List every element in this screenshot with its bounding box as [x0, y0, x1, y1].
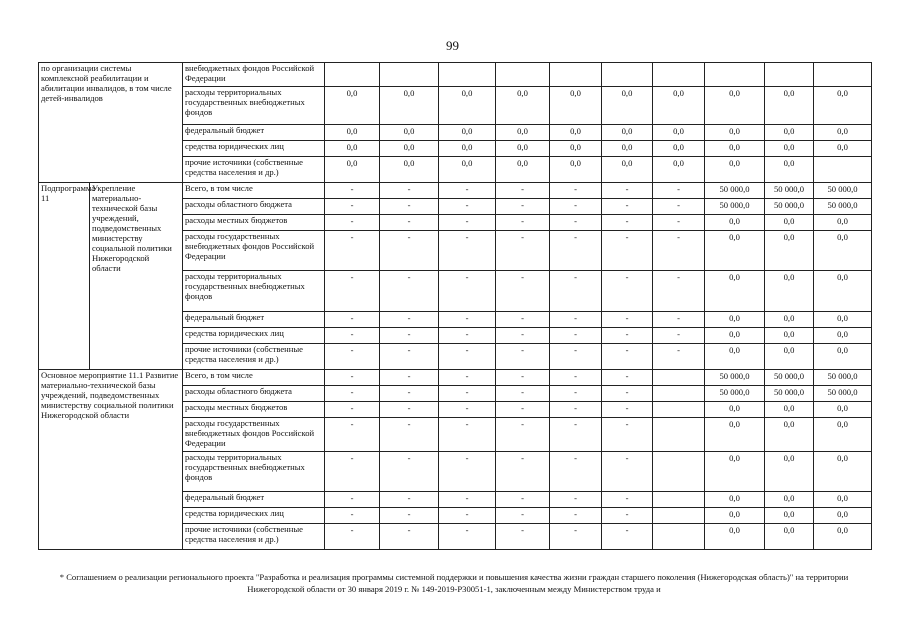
amount-cell: - — [439, 402, 496, 418]
amount-cell: - — [325, 328, 380, 344]
amount-cell: 0,0 — [814, 508, 872, 524]
amount-cell — [653, 524, 705, 550]
amount-cell — [550, 63, 602, 87]
amount-cell: 0,0 — [550, 125, 602, 141]
amount-cell: - — [439, 271, 496, 312]
amount-cell: - — [325, 199, 380, 215]
amount-cell: 0,0 — [325, 125, 380, 141]
amount-cell: - — [653, 344, 705, 370]
amount-cell — [653, 370, 705, 386]
amount-cell — [439, 63, 496, 87]
amount-cell: - — [550, 215, 602, 231]
amount-cell: - — [325, 418, 380, 452]
amount-cell: 0,0 — [705, 402, 765, 418]
amount-cell: - — [602, 231, 653, 271]
amount-cell: 0,0 — [705, 215, 765, 231]
funding-source-cell: федеральный бюджет — [183, 125, 325, 141]
amount-cell: - — [602, 386, 653, 402]
amount-cell: 0,0 — [765, 141, 814, 157]
amount-cell: 0,0 — [550, 87, 602, 125]
amount-cell — [653, 492, 705, 508]
amount-cell: 0,0 — [814, 312, 872, 328]
amount-cell: - — [496, 271, 550, 312]
amount-cell: 0,0 — [814, 87, 872, 125]
amount-cell — [705, 63, 765, 87]
amount-cell: - — [653, 199, 705, 215]
amount-cell: 50 000,0 — [814, 183, 872, 199]
amount-cell: 0,0 — [496, 141, 550, 157]
amount-cell: - — [325, 215, 380, 231]
amount-cell: 0,0 — [765, 524, 814, 550]
amount-cell: - — [653, 312, 705, 328]
page-number: 99 — [446, 38, 459, 53]
amount-cell: 0,0 — [439, 87, 496, 125]
amount-cell: - — [380, 215, 439, 231]
amount-cell: - — [380, 344, 439, 370]
funding-source-cell: расходы государственных внебюджетных фондов Российской Федерации — [183, 418, 325, 452]
amount-cell: 50 000,0 — [765, 370, 814, 386]
amount-cell: - — [439, 452, 496, 492]
amount-cell: 0,0 — [765, 492, 814, 508]
amount-cell: 0,0 — [814, 328, 872, 344]
amount-cell: - — [602, 271, 653, 312]
amount-cell: 0,0 — [765, 344, 814, 370]
funding-source-cell: федеральный бюджет — [183, 312, 325, 328]
amount-cell: - — [439, 183, 496, 199]
funding-source-cell: прочие источники (собственные средства населения и др.) — [183, 344, 325, 370]
amount-cell: 0,0 — [653, 125, 705, 141]
amount-cell: 0,0 — [602, 157, 653, 183]
amount-cell: 0,0 — [705, 271, 765, 312]
amount-cell: 0,0 — [814, 271, 872, 312]
amount-cell: 0,0 — [439, 141, 496, 157]
program-code-cell: Подпрограмма 11 — [39, 183, 90, 370]
amount-cell: 0,0 — [380, 125, 439, 141]
funding-source-cell: внебюджетных фондов Российской Федерации — [183, 63, 325, 87]
amount-cell: - — [496, 231, 550, 271]
funding-source-cell: прочие источники (собственные средства населения и др.) — [183, 524, 325, 550]
amount-cell: 0,0 — [602, 87, 653, 125]
amount-cell: 0,0 — [765, 508, 814, 524]
amount-cell: - — [439, 231, 496, 271]
amount-cell — [496, 63, 550, 87]
amount-cell: - — [439, 215, 496, 231]
amount-cell: - — [380, 328, 439, 344]
amount-cell: 0,0 — [705, 141, 765, 157]
amount-cell: - — [496, 215, 550, 231]
amount-cell: - — [602, 328, 653, 344]
amount-cell: 0,0 — [380, 87, 439, 125]
amount-cell: - — [496, 524, 550, 550]
funding-source-cell: расходы государственных внебюджетных фондов Российской Федерации — [183, 231, 325, 271]
amount-cell — [765, 63, 814, 87]
amount-cell: 0,0 — [653, 87, 705, 125]
amount-cell: - — [602, 183, 653, 199]
amount-cell: - — [602, 199, 653, 215]
amount-cell — [814, 157, 872, 183]
amount-cell: - — [550, 344, 602, 370]
amount-cell: - — [550, 271, 602, 312]
amount-cell — [602, 63, 653, 87]
amount-cell: - — [602, 452, 653, 492]
amount-cell: - — [496, 183, 550, 199]
amount-cell: - — [550, 386, 602, 402]
amount-cell: - — [602, 344, 653, 370]
amount-cell: 0,0 — [814, 452, 872, 492]
amount-cell: 50 000,0 — [765, 183, 814, 199]
amount-cell: 0,0 — [765, 452, 814, 492]
funding-source-cell: федеральный бюджет — [183, 492, 325, 508]
amount-cell: 0,0 — [496, 125, 550, 141]
amount-cell: - — [325, 524, 380, 550]
amount-cell: - — [496, 328, 550, 344]
amount-cell: 0,0 — [765, 328, 814, 344]
amount-cell: 0,0 — [765, 312, 814, 328]
amount-cell: - — [602, 215, 653, 231]
amount-cell — [653, 386, 705, 402]
amount-cell: 0,0 — [653, 141, 705, 157]
amount-cell: - — [550, 312, 602, 328]
amount-cell: - — [550, 524, 602, 550]
funding-source-cell: расходы местных бюджетов — [183, 215, 325, 231]
amount-cell: - — [496, 370, 550, 386]
amount-cell: - — [439, 386, 496, 402]
amount-cell: 0,0 — [705, 418, 765, 452]
amount-cell: - — [496, 508, 550, 524]
footnote: * Соглашением о реализации регионального проекта "Разработка и реализация программы системной поддержки и повышения качества жизни граждан старшего поколения (Нижегородская область)" на территории Нижегородской области от 30 января 2019 г. № 149-2019-P30051-1, заключенным между Министерством труда и — [59, 572, 849, 594]
amount-cell: 50 000,0 — [814, 386, 872, 402]
amount-cell: 0,0 — [814, 231, 872, 271]
amount-cell — [653, 63, 705, 87]
table-row — [39, 183, 872, 199]
amount-cell: - — [602, 418, 653, 452]
amount-cell: - — [380, 508, 439, 524]
amount-cell: - — [325, 508, 380, 524]
amount-cell: - — [550, 183, 602, 199]
amount-cell: - — [325, 452, 380, 492]
amount-cell: - — [380, 183, 439, 199]
amount-cell: 0,0 — [325, 157, 380, 183]
amount-cell: - — [380, 418, 439, 452]
amount-cell: 0,0 — [765, 125, 814, 141]
amount-cell: 0,0 — [765, 418, 814, 452]
amount-cell: - — [550, 492, 602, 508]
amount-cell: - — [380, 386, 439, 402]
amount-cell — [380, 63, 439, 87]
funding-source-cell: средства юридических лиц — [183, 141, 325, 157]
amount-cell: - — [602, 312, 653, 328]
amount-cell: 0,0 — [380, 157, 439, 183]
amount-cell: 0,0 — [765, 87, 814, 125]
amount-cell: - — [325, 402, 380, 418]
amount-cell: 0,0 — [602, 125, 653, 141]
amount-cell: - — [602, 508, 653, 524]
funding-source-cell: Всего, в том числе — [183, 183, 325, 199]
amount-cell: - — [653, 215, 705, 231]
amount-cell: 0,0 — [814, 215, 872, 231]
amount-cell: - — [496, 344, 550, 370]
amount-cell — [653, 452, 705, 492]
amount-cell: 0,0 — [705, 452, 765, 492]
amount-cell: 0,0 — [814, 402, 872, 418]
amount-cell: - — [380, 199, 439, 215]
amount-cell — [653, 508, 705, 524]
amount-cell: 0,0 — [814, 125, 872, 141]
program-name-cell: Основное мероприятие 11.1 Развитие материально-технической базы учреждений, подведомственных министерству социальной политики Нижегородской области — [39, 370, 183, 550]
amount-cell: - — [653, 328, 705, 344]
program-name-cell: по организации системы комплексной реабилитации и абилитации инвалидов, в том числе детей-инвалидов — [39, 63, 183, 183]
amount-cell: - — [653, 271, 705, 312]
amount-cell: - — [602, 370, 653, 386]
amount-cell: - — [325, 231, 380, 271]
amount-cell: - — [496, 402, 550, 418]
amount-cell: - — [496, 418, 550, 452]
amount-cell: - — [653, 183, 705, 199]
table-row — [39, 63, 872, 87]
amount-cell: 0,0 — [496, 87, 550, 125]
amount-cell: 0,0 — [550, 157, 602, 183]
amount-cell: 50 000,0 — [814, 199, 872, 215]
amount-cell: - — [496, 199, 550, 215]
amount-cell: - — [496, 312, 550, 328]
amount-cell: - — [439, 418, 496, 452]
amount-cell: - — [380, 492, 439, 508]
amount-cell: - — [439, 328, 496, 344]
amount-cell: - — [550, 328, 602, 344]
amount-cell — [653, 418, 705, 452]
amount-cell: 50 000,0 — [705, 183, 765, 199]
amount-cell: 0,0 — [705, 328, 765, 344]
amount-cell: - — [439, 492, 496, 508]
amount-cell: 0,0 — [653, 157, 705, 183]
amount-cell: 0,0 — [765, 402, 814, 418]
amount-cell: 0,0 — [814, 524, 872, 550]
funding-source-cell: средства юридических лиц — [183, 508, 325, 524]
amount-cell: - — [496, 452, 550, 492]
amount-cell: - — [550, 508, 602, 524]
amount-cell: - — [325, 370, 380, 386]
amount-cell: 0,0 — [814, 418, 872, 452]
amount-cell: - — [550, 402, 602, 418]
amount-cell: - — [496, 492, 550, 508]
amount-cell: - — [439, 312, 496, 328]
amount-cell: 0,0 — [325, 141, 380, 157]
amount-cell: - — [325, 344, 380, 370]
amount-cell: 0,0 — [705, 231, 765, 271]
amount-cell: - — [550, 418, 602, 452]
amount-cell: - — [439, 344, 496, 370]
amount-cell: - — [325, 386, 380, 402]
amount-cell: 0,0 — [814, 344, 872, 370]
funding-source-cell: расходы местных бюджетов — [183, 402, 325, 418]
funding-source-cell: расходы областного бюджета — [183, 386, 325, 402]
amount-cell: - — [602, 524, 653, 550]
funding-source-cell: прочие источники (собственные средства населения и др.) — [183, 157, 325, 183]
amount-cell: 50 000,0 — [705, 370, 765, 386]
amount-cell: 0,0 — [765, 231, 814, 271]
amount-cell: 0,0 — [705, 508, 765, 524]
funding-table — [38, 62, 872, 550]
amount-cell: 0,0 — [602, 141, 653, 157]
amount-cell: - — [325, 271, 380, 312]
amount-cell: - — [325, 183, 380, 199]
amount-cell: 0,0 — [439, 125, 496, 141]
funding-source-cell: расходы территориальных государственных внебюджетных фондов — [183, 271, 325, 312]
amount-cell: - — [439, 508, 496, 524]
amount-cell: 0,0 — [496, 157, 550, 183]
funding-source-cell: расходы территориальных государственных внебюджетных фондов — [183, 87, 325, 125]
amount-cell: - — [653, 231, 705, 271]
amount-cell: 0,0 — [705, 492, 765, 508]
amount-cell: 50 000,0 — [705, 386, 765, 402]
amount-cell: 0,0 — [705, 312, 765, 328]
amount-cell: 0,0 — [765, 215, 814, 231]
amount-cell: 0,0 — [705, 87, 765, 125]
funding-source-cell: Всего, в том числе — [183, 370, 325, 386]
funding-source-cell: расходы территориальных государственных внебюджетных фондов — [183, 452, 325, 492]
amount-cell: - — [380, 370, 439, 386]
amount-cell: 0,0 — [705, 524, 765, 550]
program-name-cell: Укрепление материально-технической базы учреждений, подведомственных министерству социальной политики Нижегородской области — [90, 183, 183, 370]
funding-source-cell: расходы областного бюджета — [183, 199, 325, 215]
amount-cell — [814, 63, 872, 87]
amount-cell — [325, 63, 380, 87]
amount-cell: 0,0 — [705, 157, 765, 183]
amount-cell: 0,0 — [765, 271, 814, 312]
amount-cell: - — [550, 231, 602, 271]
amount-cell: 0,0 — [765, 157, 814, 183]
amount-cell: - — [602, 402, 653, 418]
amount-cell — [653, 402, 705, 418]
amount-cell: 0,0 — [705, 125, 765, 141]
amount-cell: - — [496, 386, 550, 402]
amount-cell: - — [380, 524, 439, 550]
amount-cell: 50 000,0 — [705, 199, 765, 215]
funding-source-cell: средства юридических лиц — [183, 328, 325, 344]
amount-cell: 50 000,0 — [765, 199, 814, 215]
amount-cell: - — [380, 402, 439, 418]
amount-cell: - — [439, 370, 496, 386]
amount-cell: - — [439, 199, 496, 215]
amount-cell: - — [550, 452, 602, 492]
amount-cell: 0,0 — [550, 141, 602, 157]
amount-cell: 0,0 — [814, 141, 872, 157]
table-row — [39, 370, 872, 386]
amount-cell: 0,0 — [380, 141, 439, 157]
amount-cell: - — [550, 370, 602, 386]
amount-cell: - — [380, 452, 439, 492]
amount-cell: 50 000,0 — [814, 370, 872, 386]
amount-cell: - — [380, 271, 439, 312]
amount-cell: 0,0 — [705, 344, 765, 370]
amount-cell: - — [325, 492, 380, 508]
amount-cell: - — [550, 199, 602, 215]
amount-cell: - — [602, 492, 653, 508]
amount-cell: 50 000,0 — [765, 386, 814, 402]
amount-cell: - — [325, 312, 380, 328]
amount-cell: 0,0 — [325, 87, 380, 125]
amount-cell: - — [439, 524, 496, 550]
amount-cell: 0,0 — [439, 157, 496, 183]
amount-cell: 0,0 — [814, 492, 872, 508]
amount-cell: - — [380, 231, 439, 271]
amount-cell: - — [380, 312, 439, 328]
